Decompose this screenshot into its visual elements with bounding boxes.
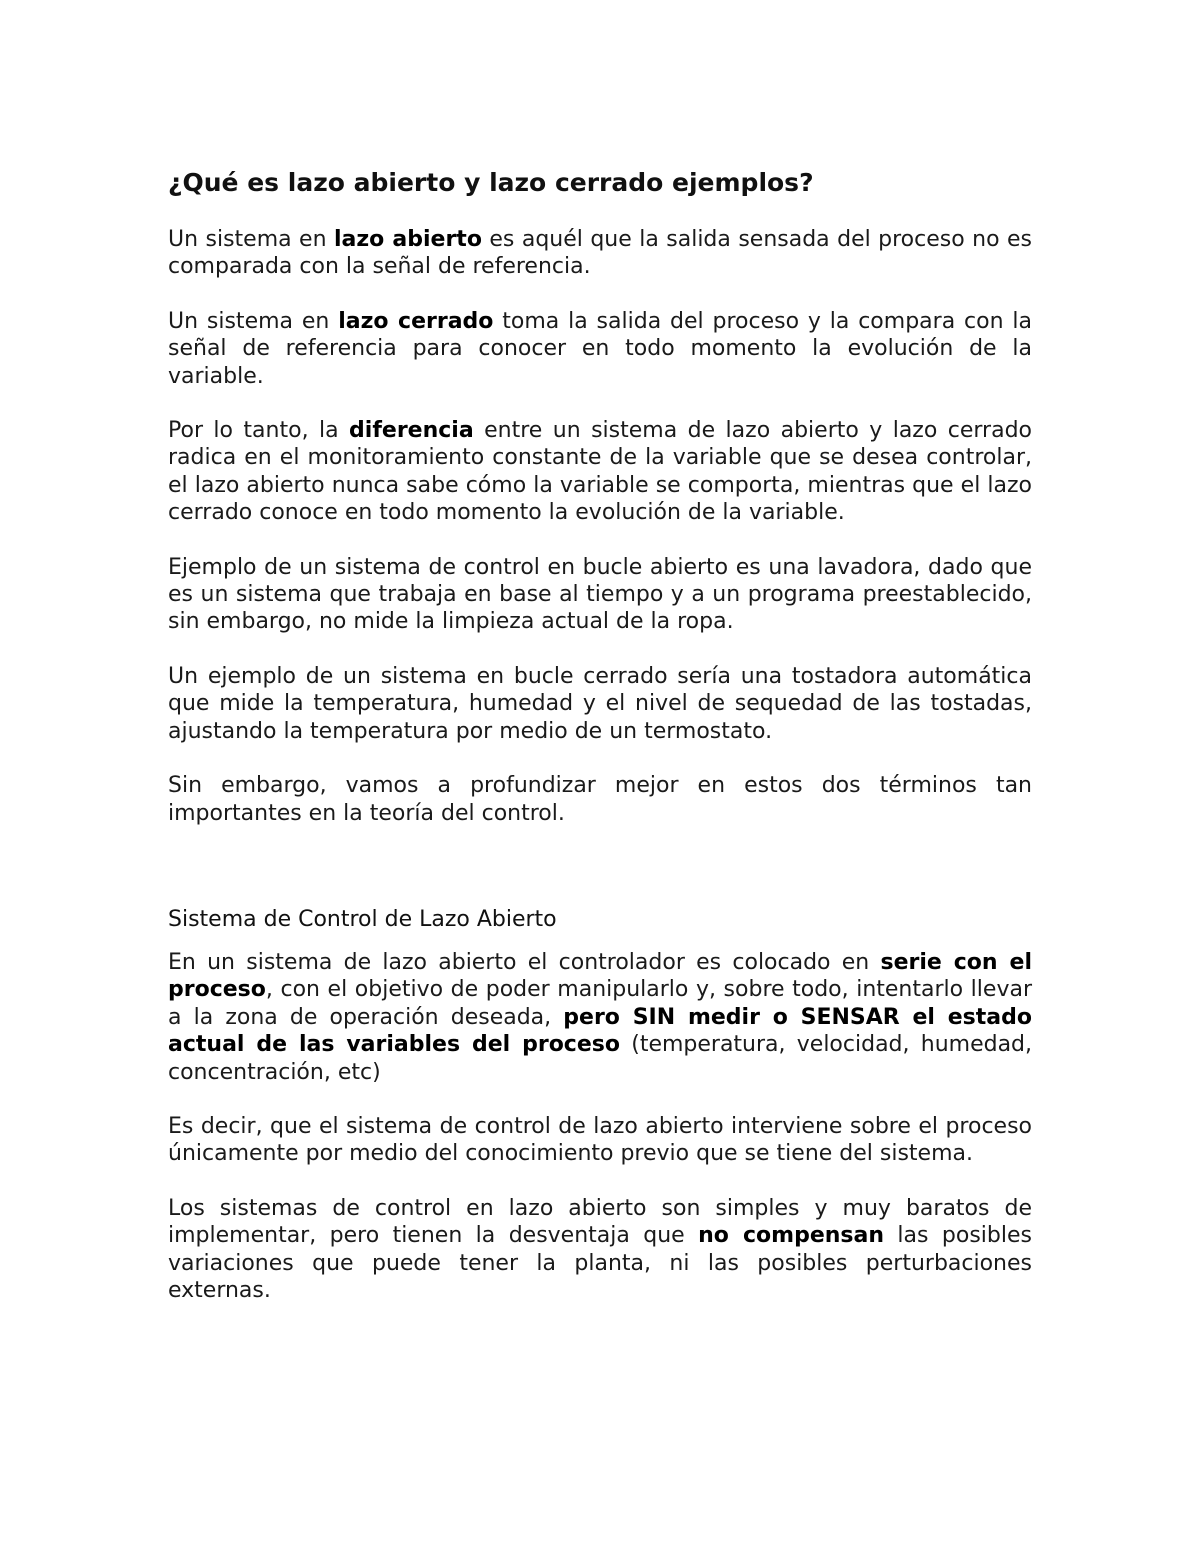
paragraph-lazo-abierto-serie: [168, 949, 1032, 1086]
text-run: toma la salida del proceso y la compara con la señal de referencia para conocer en todo momento la evolución de la variable.: [168, 308, 1032, 389]
bold-term-lazo-cerrado: lazo cerrado: [338, 308, 494, 334]
text-run: Por lo tanto, la: [168, 418, 350, 444]
paragraph-lazo-cerrado-definition: [168, 308, 1032, 390]
bold-term-diferencia: diferencia: [349, 418, 474, 444]
text-run: las posibles variaciones que puede tener la planta, ni las posibles perturbaciones externas.: [168, 1223, 1032, 1303]
text-run: (temperatura, velocidad, humedad, concentración, etc): [168, 1032, 1033, 1085]
text-run: Los sistemas de control en lazo abierto son simples y muy baratos de implementar, pero tienen la desventaja que: [168, 1195, 1032, 1249]
text-run: Un sistema en: [168, 308, 339, 334]
document-page: [168, 168, 1032, 1331]
text-run: es aquél que la salida sensada del proceso no es comparada con la señal de referencia.: [168, 227, 1032, 280]
section-heading: Sistema de Control de Lazo Abierto: [168, 906, 557, 932]
section-spacer: [168, 854, 1032, 906]
document-title: ¿Qué es lazo abierto y lazo cerrado ejemplos?: [168, 168, 814, 197]
text-run: En un sistema de lazo abierto el controlador es colocado en: [168, 949, 881, 975]
paragraph-ejemplo-lavadora: Ejemplo de un sistema de control en bucle abierto es una lavadora, dado que es un sistema que trabaja en base al tiempo y a un programa preestablecido, sin embargo, no mide la limpieza actual de la ropa.: [168, 554, 1032, 635]
bold-term-sin-medir: pero SIN medir o SENSAR el estado actual de las variables del proceso: [168, 1004, 1032, 1058]
paragraph-desventaja: [168, 1195, 1032, 1305]
bold-term-lazo-abierto: lazo abierto: [333, 227, 482, 252]
bold-term-no-compensan: no compensan: [698, 1223, 885, 1249]
bold-term-serie-con-el-proceso: serie con el proceso: [168, 949, 1032, 1003]
text-run: entre un sistema de lazo abierto y lazo cerrado radica en el monitoramiento constante de la variable que se desea controlar, el lazo abierto nunca sabe cómo la variable se comporta, mientras que el lazo cerrado conoce en todo momento la evolución de la variable.: [168, 418, 1032, 526]
paragraph-profundizar: Sin embargo, vamos a profundizar mejor en estos dos términos tan importantes en la teoría del control.: [168, 773, 1032, 826]
paragraph-lazo-abierto-definition: [168, 226, 1032, 281]
paragraph-es-decir: Es decir, que el sistema de control de lazo abierto interviene sobre el proceso únicamente por medio del conocimiento previo que se tiene del sistema.: [168, 1113, 1032, 1167]
paragraph-ejemplo-tostadora: Un ejemplo de un sistema en bucle cerrado sería una tostadora automática que mide la temperatura, humedad y el nivel de sequedad de las tostadas, ajustando la temperatura por medio de un termostato.: [168, 663, 1032, 744]
paragraph-diferencia: [168, 417, 1032, 527]
text-run: Un sistema en: [168, 227, 334, 252]
text-run: , con el objetivo de poder manipularlo y, sobre todo, intentarlo llevar a la zona de operación deseada,: [168, 977, 1032, 1030]
